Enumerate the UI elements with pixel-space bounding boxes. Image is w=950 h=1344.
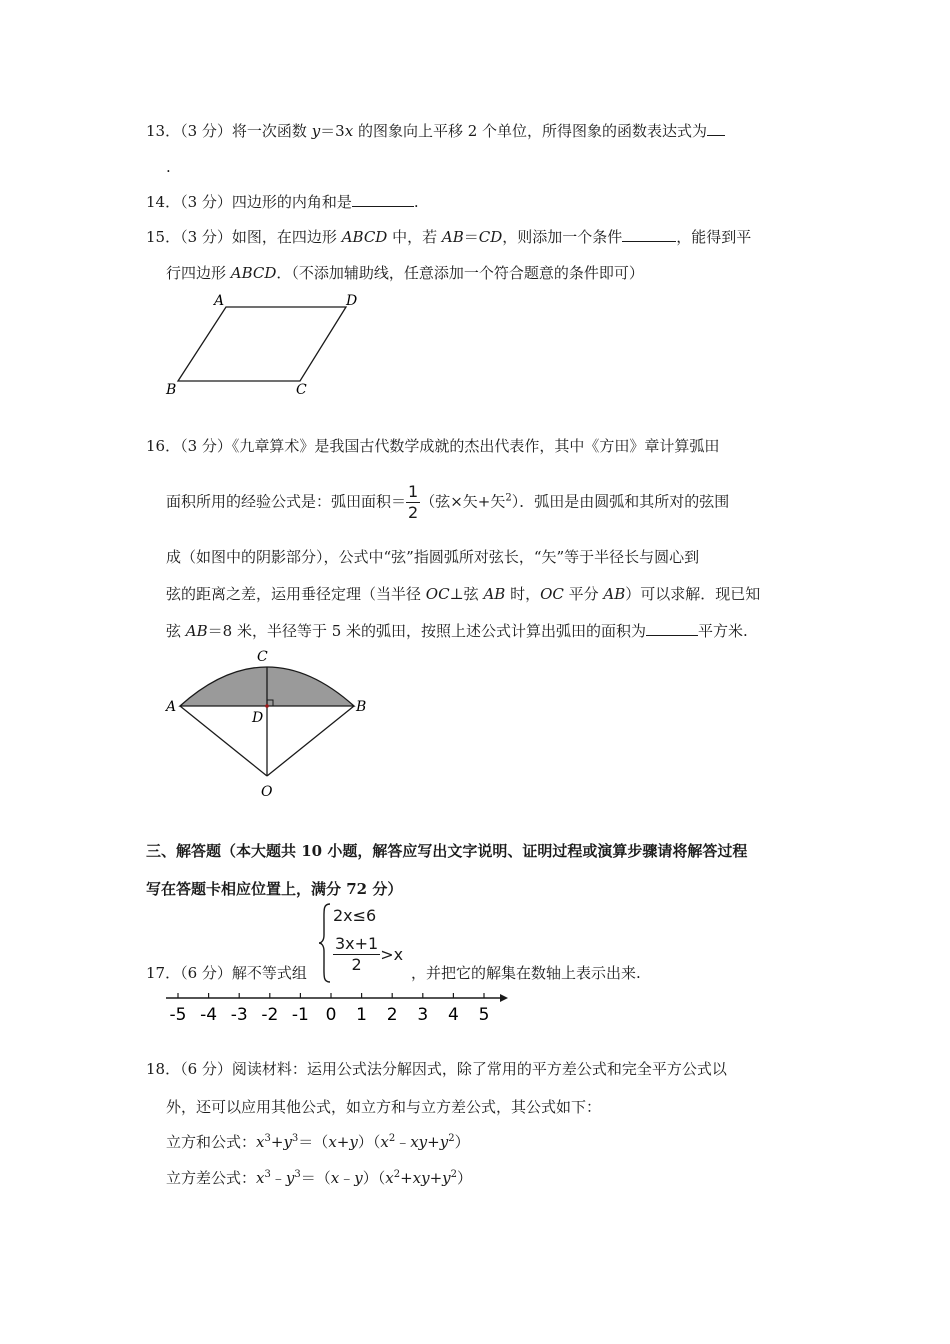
- question-16-line1: 16．（3 分）《九章算术》是我国古代数学成就的杰出代表作，其中《方田》章计算弧田: [146, 437, 720, 455]
- question-16-line5: 弦 AB＝8 米，半径等于 5 米的弧田，按照上述公式计算出弧田的面积为 平方米.: [166, 622, 748, 640]
- label-C: C: [257, 649, 268, 665]
- section-3-heading-line1: 三、解答题（本大题共 10 小题，解答应写出文字说明、证明过程或演算步骤请将解答过程: [146, 842, 748, 860]
- answer-blank[interactable]: [352, 192, 414, 207]
- axis-tick-label: 2: [386, 1005, 398, 1025]
- axis-tick-label: 3: [417, 1005, 429, 1025]
- axis-tick-label: 1: [356, 1005, 368, 1025]
- label-D: D: [252, 710, 264, 726]
- question-13-end: .: [166, 158, 171, 176]
- axis-tick-label: -4: [200, 1005, 218, 1025]
- question-15-line2: 行四边形 ABCD．（不添加辅助线，任意添加一个符合题意的条件即可）: [166, 264, 644, 282]
- question-15-line1: 15．（3 分）如图，在四边形 ABCD 中，若 AB＝CD，则添加一个条件 ，能得到平: [146, 228, 752, 246]
- inequality-1: 2x≤6: [333, 906, 377, 925]
- label-C: C: [296, 382, 307, 398]
- question-16-line2: 面积所用的经验公式是：弧田面积＝ $\frac{1}{2}$ （弦×矢+矢$^2$）．弧田是由圆弧和其所对的弦围: [166, 482, 730, 522]
- number-line: [160, 990, 510, 1026]
- radius-OB: [267, 706, 354, 776]
- answer-blank[interactable]: [646, 621, 698, 636]
- answer-blank[interactable]: [707, 121, 725, 136]
- axis-tick-label: 0: [325, 1005, 337, 1025]
- label-O: O: [261, 784, 273, 800]
- section-3-heading-line2: 写在答题卡相应位置上，满分 72 分）: [146, 880, 403, 898]
- parallelogram-figure: [160, 290, 370, 400]
- parallelogram-shape: [178, 307, 346, 381]
- question-18-line1: 18．（6 分）阅读材料：运用公式法分解因式，除了常用的平方差公式和完全平方公式以: [146, 1060, 727, 1078]
- label-B: B: [356, 699, 367, 715]
- question-17-suffix: ，并把它的解集在数轴上表示出来.: [411, 964, 641, 982]
- axis-tick-label: 4: [447, 1005, 459, 1025]
- axis-tick-label: -3: [230, 1005, 248, 1025]
- axis-tick-label: -1: [291, 1005, 309, 1025]
- point-D: [265, 704, 269, 708]
- axis-tick-label: -2: [261, 1005, 279, 1025]
- inequality-2: $\frac{3x+1}{2}$ >x: [335, 934, 404, 974]
- answer-blank[interactable]: [622, 227, 676, 242]
- label-D: D: [346, 293, 358, 309]
- fraction-half: $\frac{1}{2}$: [408, 482, 419, 522]
- label-A: A: [214, 293, 225, 309]
- question-14: 14．（3 分）四边形的内角和是 .: [146, 193, 419, 211]
- question-16-line4: 弦的距离之差，运用垂径定理（当半径 OC⊥弦 AB 时，OC 平分 AB）可以求解．现已知: [166, 585, 761, 603]
- question-13: 13．（3 分）将一次函数 y＝3x 的图象向上平移 2 个单位，所得图象的函数表达式为: [146, 120, 725, 141]
- system-brace: [317, 902, 333, 984]
- cube-diff-formula: 立方差公式：$x^3﹣y^3=(x﹣y)(x^2+xy+y^2)$: [166, 1169, 473, 1187]
- label-B: B: [166, 382, 177, 398]
- arc-field-figure: [160, 645, 380, 805]
- axis-tick-label: 5: [478, 1005, 490, 1025]
- axis-tick-label: -5: [169, 1005, 187, 1025]
- question-16-line3: 成（如图中的阴影部分），公式中“弦”指圆弧所对弦长，“矢”等于半径长与圆心到: [166, 548, 700, 566]
- cube-sum-formula: 立方和公式：$x^3+y^3=(x+y)(x^2﹣xy+y^2)$: [166, 1133, 470, 1151]
- question-17-prefix: 17．（6 分）解不等式组: [146, 964, 307, 982]
- question-18-line2: 外，还可以应用其他公式，如立方和与立方差公式，其公式如下：: [166, 1098, 602, 1116]
- label-A: A: [166, 699, 177, 715]
- axis-arrow: [500, 994, 508, 1002]
